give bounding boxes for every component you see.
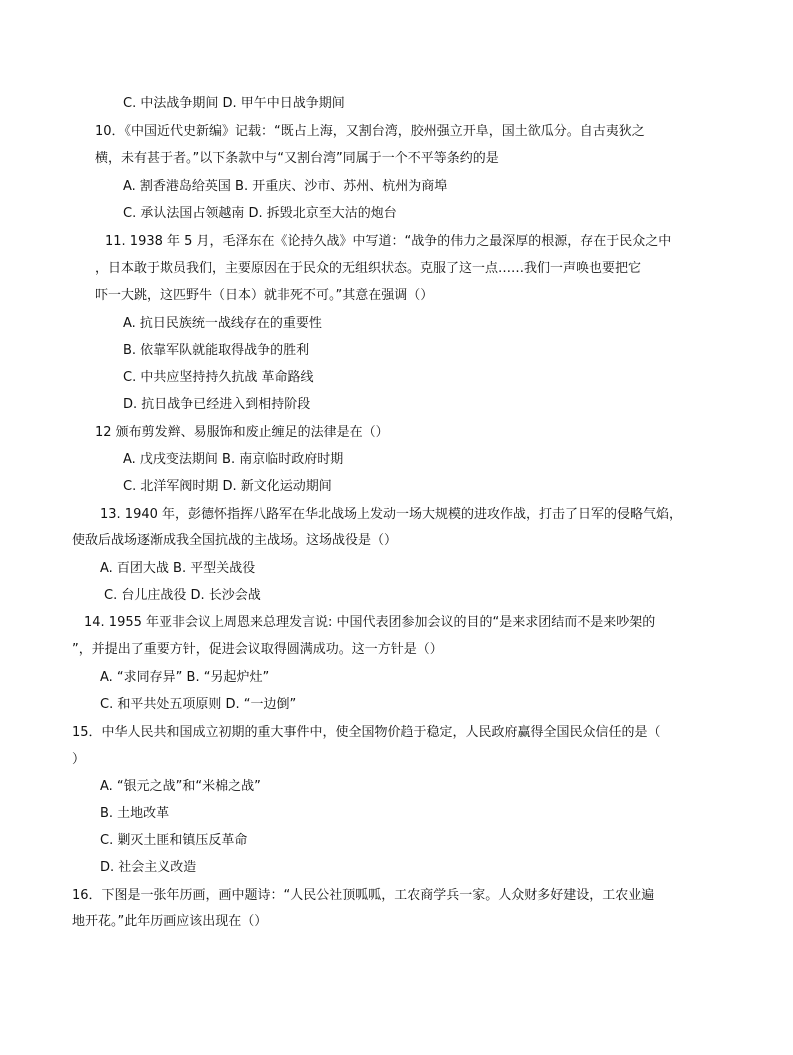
q14-option-ab: A. “求同存异” B. “另起炉灶”: [100, 670, 270, 685]
q12-option-cd: C. 北洋军阀时期 D. 新文化运动期间: [123, 479, 332, 494]
q11-option-c: C. 中共应坚持持久抗战 革命路线: [123, 370, 314, 385]
q14-option-cd: C. 和平共处五项原则 D. “一边倒”: [100, 697, 297, 712]
q16-stem-line2: 地开花。”此年历画应该出现在（）: [72, 914, 268, 929]
q13-stem-line2: 使敌后战场逐渐成我全国抗战的主战场。这场战役是（）: [72, 533, 398, 548]
q12-option-ab: A. 戊戌变法期间 B. 南京临时政府时期: [123, 452, 344, 467]
q15-stem-line2: ）: [72, 752, 86, 767]
q16-stem-line1: 16．下图是一张年历画，画中题诗：“人民公社顶呱呱，工农商学兵一家。人众财多好建设，工农业遍: [72, 888, 655, 903]
q11-option-b: B. 依靠军队就能取得战争的胜利: [123, 343, 310, 358]
q15-option-c: C. 剿灭土匪和镇压反革命: [100, 833, 248, 848]
q10-stem-line1: 10．《中国近代史新编》记载：“既占上海，又割台湾，胶州强立开阜，国土欲瓜分。自古夷狄之: [95, 124, 645, 139]
q14-stem-line1: 14. 1955 年亚非会议上周恩来总理发言说: 中国代表团参加会议的目的“是来求团结而不是来吵架的: [84, 615, 656, 630]
q13-option-cd: C. 台儿庄战役 D. 长沙会战: [104, 588, 261, 603]
q15-option-d: D. 社会主义改造: [100, 860, 197, 875]
q13-stem-line1: 13. 1940 年，彭德怀指挥八路军在华北战场上发动一场大规模的进攻作战，打击了日军的侵略气焰，: [100, 507, 683, 522]
q9-option-cd: C. 中法战争期间 D. 甲午中日战争期间: [123, 96, 345, 111]
q11-stem-line2: ，日本敢于欺员我们，主要原因在于民众的无组织状态。克服了这一点……我们一声唤也要把它: [95, 261, 642, 276]
q11-stem-line1: 11. 1938 年 5 月，毛泽东在《论持久战》中写道：“战争的伟力之最深厚的根源，存在于民众之中: [105, 234, 672, 249]
q10-stem-line2: 横，未有甚于者。”以下条款中与“又割台湾”同属于一个不平等条约的是: [95, 151, 499, 166]
q15-option-a: A. “银元之战”和“米棉之战”: [100, 779, 261, 794]
q14-stem-line2: ”，并提出了重要方针，促进会议取得圆满成功。这一方针是（）: [72, 642, 443, 657]
q11-stem-line3: 吓一大跳，这匹野牛（日本）就非死不可。”其意在强调（）: [95, 288, 434, 303]
q10-option-ab: A. 割香港岛给英国 B. 开重庆、沙市、苏州、杭州为商埠: [123, 179, 448, 194]
q12-stem: 12 颁布剪发辫、易服饰和废止缠足的法律是在（）: [95, 425, 389, 440]
q15-stem-line1: 15．中华人民共和国成立初期的重大事件中，使全国物价趋于稳定，人民政府赢得全国民众信任的是（: [72, 725, 661, 740]
q15-option-b: B. 土地改革: [100, 806, 170, 821]
q13-option-ab: A. 百团大战 B. 平型关战役: [100, 561, 256, 576]
q11-option-a: A. 抗日民族统一战线存在的重要性: [123, 316, 322, 331]
q11-option-d: D. 抗日战争已经进入到相持阶段: [123, 397, 311, 412]
q10-option-cd: C. 承认法国占领越南 D. 拆毁北京至大沽的炮台: [123, 206, 397, 221]
